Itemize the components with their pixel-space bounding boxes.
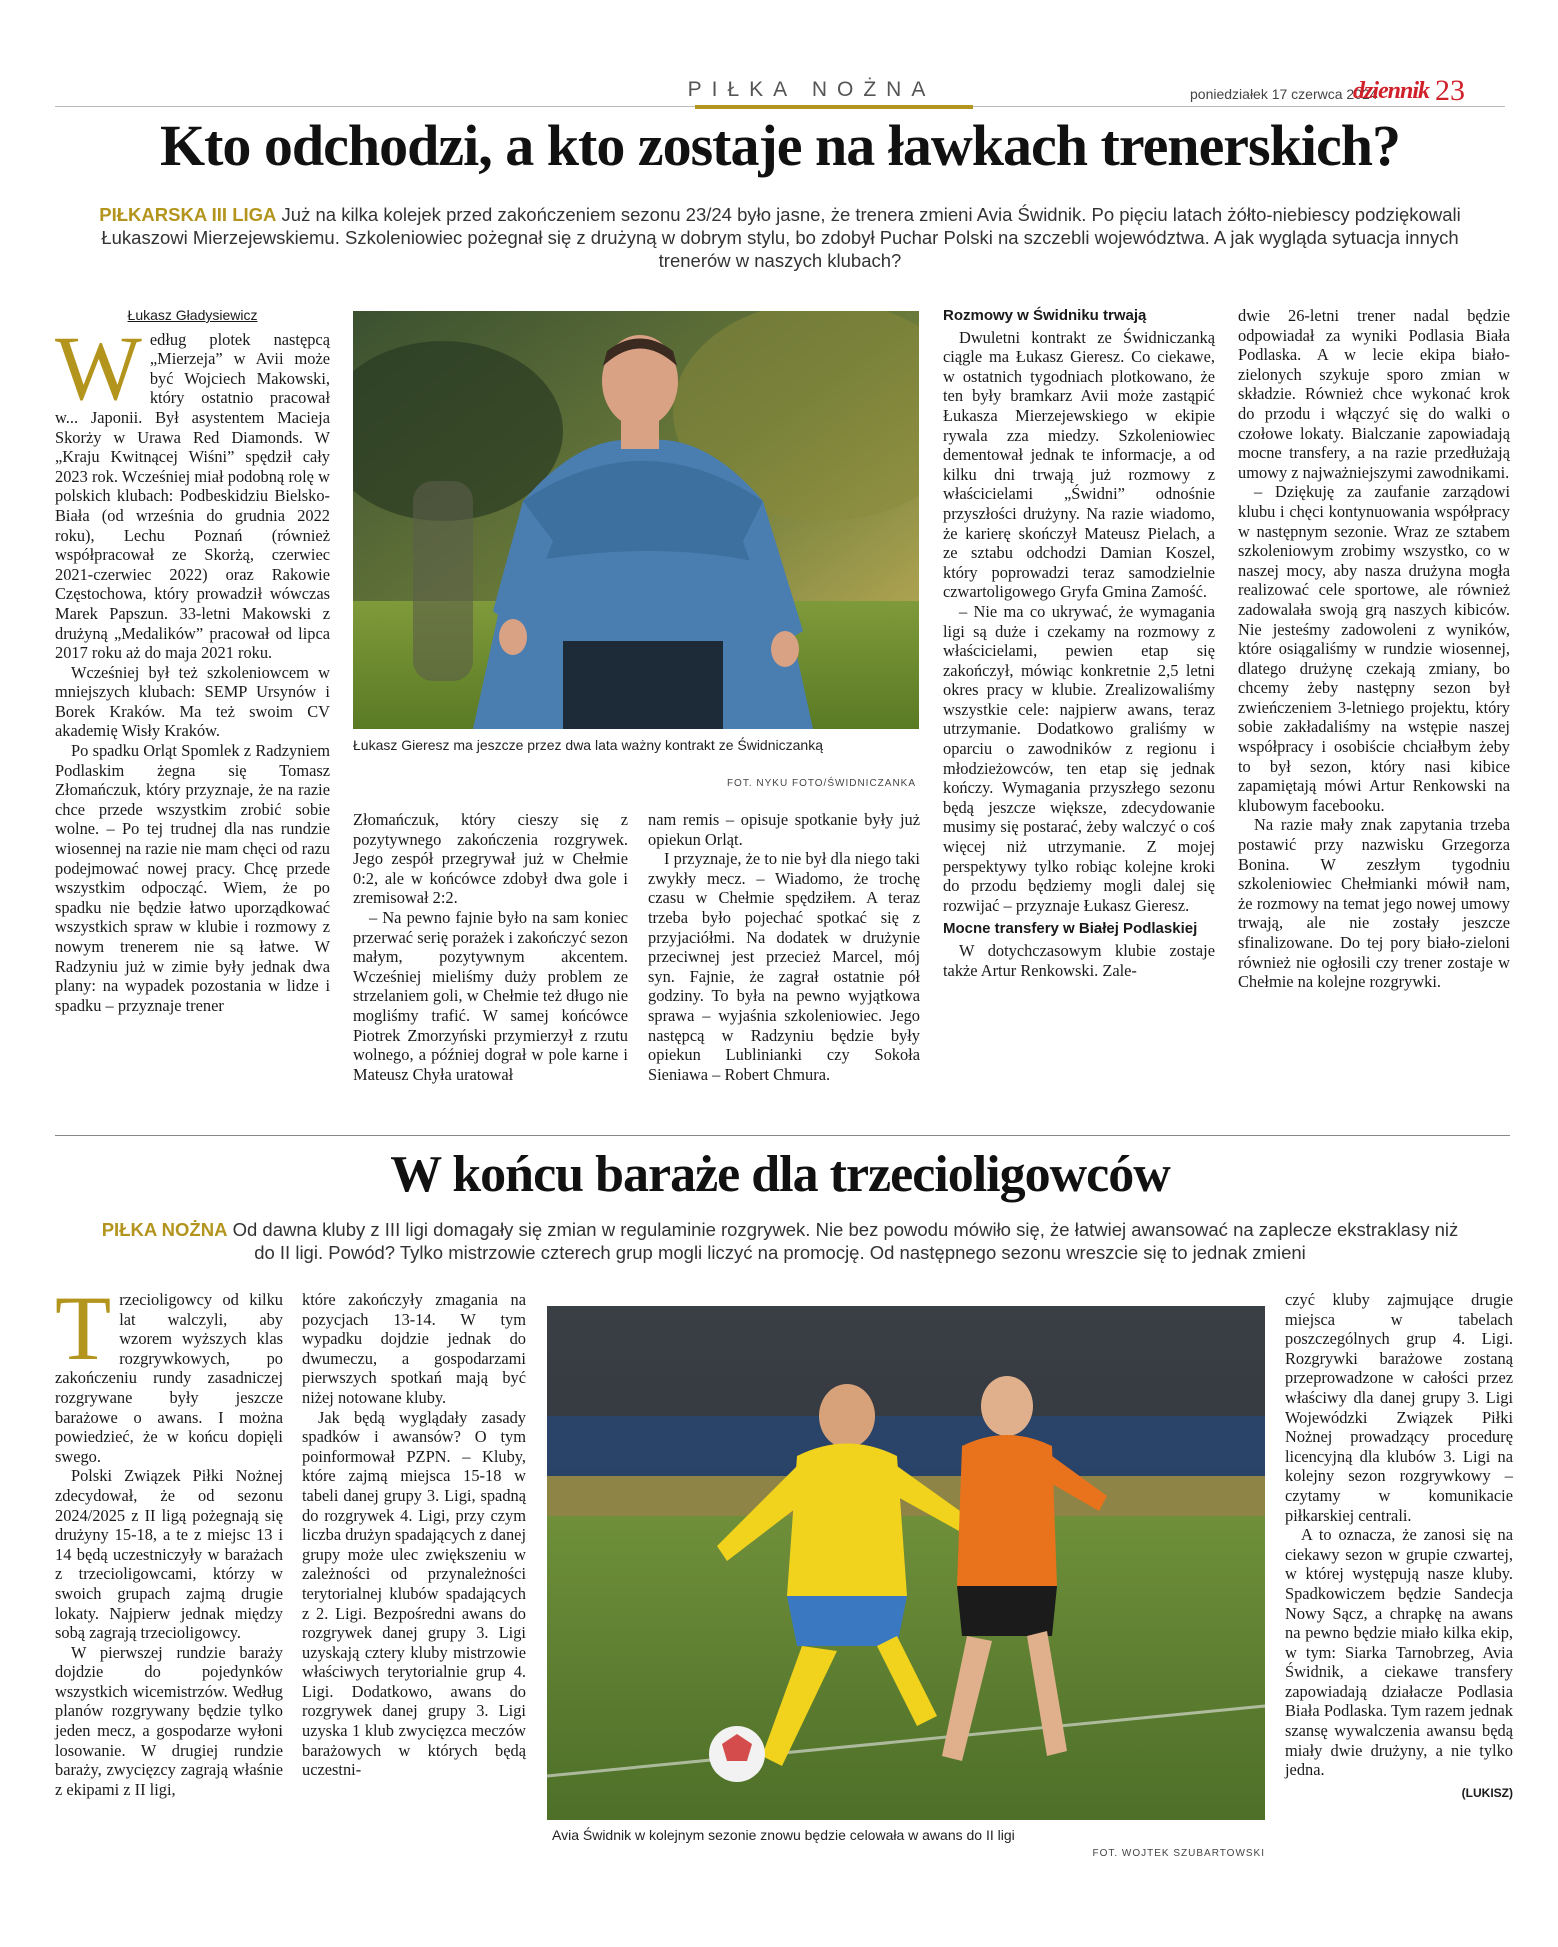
section-underline bbox=[695, 105, 973, 109]
article1-column-2 bbox=[353, 810, 628, 1084]
article2-lead bbox=[95, 1218, 1465, 1264]
article2-column-1 bbox=[55, 1277, 283, 1799]
article1-column-4 bbox=[943, 306, 1215, 980]
article2-photo-credit: FOT. WOJTEK SZUBARTOWSKI bbox=[1092, 1848, 1265, 1859]
article2-headline: W końcu baraże dla trzecioligowców bbox=[390, 1146, 1170, 1203]
paragraph: A to oznacza, że zanosi się na ciekawy sezon w grupie czwartej, w której występują nasze kluby. Spadkowiczem będzie Sandecja Nowy Sącz, a chrapkę na awans na pewno będzie miało kilka ekip, w tym: Siarka Tarnobrzeg, Avia Świdnik, a ciekawe transfery zapowiadają działacze Podlasia Biała Podlaska. Tym razem jednak szansę wywalczenia awansu będą miały dwie drużyny, a nie tylko jedna. bbox=[1285, 1525, 1513, 1780]
paragraph: W dotychczasowym klubie zostaje także Artur Renkowski. Zale- bbox=[943, 941, 1215, 980]
paragraph: Złomańczuk, który cieszy się z pozytywnego zakończenia rozgrywek. Jego zespół przegrywał już w Chełmie 0:2, ale w końcówce zdobył dwa gole i zremisował 2:2. bbox=[353, 810, 628, 908]
article1-headline: Kto odchodzi, a kto zostaje na ławkach trenerskich? bbox=[159, 113, 1400, 178]
article1-photo-credit: FOT. NYKU FOTO/ŚWIDNICZANKA bbox=[726, 778, 916, 789]
article-divider bbox=[55, 1135, 1510, 1136]
paragraph: czyć kluby zajmujące drugie miejsca w tabelach poszczególnych grup 4. Ligi. Rozgrywki barażowe zostaną przeprowadzone w całości przez właściwy dla danej grupy 3. Ligi Wojewódzki Związek Piłki Nożnej prowadzący procedurę licencyjną dla klubów 3. Ligi na kolejny sezon rozgrywkowy – czytamy w komunikacie piłkarskiej centrali. bbox=[1285, 1290, 1513, 1525]
article1-photo-caption: Łukasz Gieresz ma jeszcze przez dwa lata ważny kontrakt ze Świdniczanką bbox=[353, 737, 823, 753]
page-header bbox=[55, 74, 1505, 108]
paragraph: dwie 26-letni trener nadal będzie odpowiadał za wyniki Podlasia Biała Podlaska. A w lecie ekipa biało-zielonych szykuje sporo zmian w składzie. Również chce wykonać krok do przodu i włączyć się do walki o czołowe lokaty. Bialczanie zapowiadają mocne transfery, a na razie przedłużają umowy z najważniejszymi zawodnikami. bbox=[1238, 306, 1510, 482]
article1-column-5 bbox=[1238, 306, 1510, 992]
subhead: Mocne transfery w Białej Podlaskiej bbox=[943, 920, 1198, 938]
match-photo-illustration bbox=[547, 1306, 1265, 1820]
paragraph: W pierwszej rundzie baraży dojdzie do pojedynków wszystkich wicemistrzów. Według planów rozgrywany będzie tylko jeden mecz, a gospodarze wyłoni losowanie. W drugiej rundzie baraży, zwycięzcy zagrają właśnie z ekipami z II ligi, bbox=[55, 1642, 283, 1799]
section-label: PIŁKA NOŻNA bbox=[687, 78, 936, 101]
paragraph: Na razie mały znak zapytania trzeba postawić przy nazwisku Grzegorza Bonina. W zeszłym tygodniu szkoleniowiec Chełmianki mówił nam, że rozmowy na temat jego nowej umowy trwają, ale nie zostały jeszcze sfinalizowane. Do tej pory biało-zieloni również nie ogłosili czy trener zostaje w Chełmie na kolejne rozgrywki. bbox=[1238, 815, 1510, 992]
paragraph: – Na pewno fajnie było na sam koniec przerwać serię porażek i zakończyć sezon małym, pozytywnym akcentem. Wcześniej mieliśmy duży problem ze strzelaniem goli, w Chełmie też długo nie mogliśmy trafić. W samej końcówce Piotrek Zmorzyński przymierzył z rzutu wolnego, a później dograł w pole karne i Mateusz Chyła uratował bbox=[353, 907, 628, 1084]
paragraph: Wcześniej był też szkoleniowcem w mniejszych klubach: SEMP Ursynów i Borek Kraków. Ma też swoim CV akademię Wisły Kraków. bbox=[55, 662, 330, 741]
paragraph: Po spadku Orląt Spomlek z Radzyniem Podlaskim żegna się Tomasz Złomańczuk, który przyznaje, że na razie chce przede wszystkim zrobić sobie wolne. – Po tej trudnej dla nas rundzie wiosennej na razie nie mam chęci od razu podejmować nowej pracy. Chcę przede wszystkim odpocząć. Wiem, że po spadku nie będzie łatwo uporządkować wszystkich spraw w klubie i rozmowy z nowym trenerem nie są łatwe. W Radzyniu już w zimie były jednak dwa plany: na wypadek pozostania w lidze i spadku – przyznaje trener bbox=[55, 741, 330, 1015]
article1-column-1 bbox=[55, 306, 330, 1015]
paragraph: Dwuletni kontrakt ze Świdniczanką ciągle ma Łukasz Gieresz. Co ciekawe, w ostatnich tygodniach plotkowano, że ten były bramkarz Avii może zastąpić Łukasza Mierzejewskiego w ekipie rywala zza miedzy. Szkoleniowiec dementował jednak te informacje, a od kilku dni trwają już rozmowy z właścicielami „Świdni” odnośnie przyszłości drużyny. Na razie wiadomo, że karierę skończył Mateusz Pielach, a ze sztabu odchodzi Damian Koszel, który poprowadzi teraz samodzielnie czwartoligowego Gryfa Gmina Zamość. bbox=[943, 327, 1215, 602]
article2-lead-text: Od dawna kluby z III ligi domagały się zmian w regulaminie rozgrywek. Nie bez powodu mówiło się, że łatwiej awansować na zaplecze ekstraklasy niż do II ligi. Powód? Tylko mistrzowie czterech grup mogli liczyć na promocję. Od następnego sezonu wreszcie się to jednak zmieni bbox=[227, 1219, 1459, 1263]
author-signoff: (LUKISZ) bbox=[1461, 1785, 1513, 1800]
coach-photo bbox=[353, 311, 919, 729]
article1-column-3 bbox=[648, 810, 920, 1084]
dropcap: T bbox=[55, 1277, 112, 1379]
paragraph: nam remis – opisuje spotkanie były już opiekun Orląt. bbox=[648, 810, 920, 849]
subhead: Rozmowy w Świdniku trwają bbox=[943, 307, 1147, 324]
brand-logo: dziennik bbox=[1353, 78, 1430, 104]
article2-column-2 bbox=[302, 1290, 526, 1780]
article1-kicker: PIŁKARSKA III LIGA bbox=[99, 204, 277, 225]
article2-column-3 bbox=[1285, 1290, 1513, 1803]
paragraph: I przyznaje, że to nie był dla niego taki zwykły mecz. – Wiadomo, że trochę czasu w Chełmie spędziłem. A teraz trzeba było pojechać spotkać się z przyjaciółmi. Na dodatek w drużynie przeciwnej jest przecież Marcel, mój syn. Fajnie, że zagrał ostatnie pół godziny. To była na pewno wyjątkowa sprawa – wyjaśnia szkoleniowiec. Jego następcą w Radzyniu będzie były opiekun Lublinianki czy Sokoła Sieniawa – Robert Chmura. bbox=[648, 849, 920, 1084]
coach-photo-illustration bbox=[353, 311, 919, 729]
paragraph: Polski Związek Piłki Nożnej zdecydował, że od sezonu 2024/2025 z II ligą pożegnają się drużyny 15-18, a te z miejsc 13 i 14 będą uczestniczyły w barażach z trzecioligowcami, którzy w swoich grupach zajmą drugie lokaty. Najpierw jednak między sobą zagrają trzecioligowcy. bbox=[55, 1466, 283, 1643]
page-number: 23 bbox=[1435, 74, 1465, 107]
issue-date: poniedziałek 17 czerwca 2024 bbox=[1190, 86, 1378, 102]
article1-lead-text: Już na kilka kolejek przed zakończeniem sezonu 23/24 było jasne, że trenera zmieni Avia Świdnik. Po pięciu latach żółto-niebiescy podziękowali Łukaszowi Mierzejewskiemu. Szkoleniowiec pożegnał się z drużyną w dobrym stylu, bo zdobył Puchar Polski na szczebli województwa. A jak wygląda sytuacja innych trenerów w naszych klubach? bbox=[101, 204, 1461, 271]
dropcap: W bbox=[55, 316, 142, 419]
article2-photo-caption: Avia Świdnik w kolejnym sezonie znowu będzie celowała w awans do II ligi bbox=[552, 1827, 1015, 1843]
paragraph: które zakończyły zmagania na pozycjach 13-14. W tym wypadku dojdzie jednak do dwumeczu, a gospodarzami pierwszych spotkań mają być niżej notowane kluby. bbox=[302, 1290, 526, 1407]
paragraph: Jak będą wyglądały zasady spadków i awansów? O tym poinformował PZPN. – Kluby, które zajmą miejsca 15-18 w tabeli danej grupy 3. Ligi, spadną do rozgrywek 4. Ligi, przy czym liczba drużyn spadających z danej grupy może ulec zwiększeniu w zależności od przynależności terytorialnej klubów spadających z 2. Ligi. Bezpośredni awans do rozgrywek danej grupy 3. Ligi uzyskają cztery kluby mistrzowie właściwych terytorialnie grup 4. Ligi. Dodatkowo, awans do rozgrywek danej grupy 3. Ligi uzyska 1 klub zwycięzca meczów barażowych w których będą uczestni- bbox=[302, 1407, 526, 1780]
article2-kicker: PIŁKA NOŻNA bbox=[101, 1219, 228, 1240]
paragraph: rzecioligowcy od kilku lat walczyli, aby wzorem wyższych klas rozgrywkowych, po zakończeniu rundy zasadniczej rozgrywane były jeszcze barażowe o awans. I można powiedzieć, że w końcu dopięli swego. bbox=[55, 1290, 283, 1466]
byline: Łukasz Gładysiewicz bbox=[127, 307, 258, 323]
paragraph: – Nie ma co ukrywać, że wymagania ligi są duże i czekamy na rozmowy z właścicielami, pewien etap się zakończył, mówiąc konkretnie 2,5 letni okres pracy w klubie. Zrealizowaliśmy wszystkie cele: najpierw awans, teraz utrzymanie. Dodatkowo graliśmy w oparciu o zawodników z regionu i młodzieżowców, ten etap się jednak kończy. Wymagania przyszłego sezonu będą jeszcze większe, zdecydowanie musimy się postarać, żeby walczyć o coś więcej niż utrzymanie. Z mojej perspektywy tylko robiąc kolejne kroki do przodu będziemy mogli dalej się rozwijać – przyznaje Łukasz Gieresz. bbox=[943, 601, 1215, 915]
paragraph: – Dziękuję za zaufanie zarządowi klubu i chęci kontynuowania współpracy w następnym sezonie. Wraz ze sztabem szkoleniowym zrobimy wszystko, co w naszej mocy, aby nasza drużyna mogła realizować cele sportowe, ale również zadowalała swoją grą naszych kibiców. Nie jesteśmy zadowoleni z wyników, które osiągaliśmy w rundzie wiosennej, dlatego drużynę czekają zmiany, bo chcemy żeby następny sezon był zwieńczeniem 3-letniego projektu, który sobie zakładaliśmy na wstępie naszej współpracy i osobiście chciałbym żeby to był sezon, który nasi kibice zapamiętają mówi Artur Renkowski na klubowym facebooku. bbox=[1238, 482, 1510, 815]
paragraph: edług plotek następcą „Mierzeja” w Avii może być Wojciech Makowski, który ostatnio pracował w... Japonii. Był asystentem Macieja Skorży w Urawa Red Diamonds. W „Kraju Kwitnącej Wiśni” spędził cały 2023 rok. Wcześniej miał podobną rolę w polskich klubach: Podbeskidziu Bielsko-Biała (od września do grudnia 2022 roku), Lechu Poznań (również współpracował ze Skorżą, czerwiec 2021-czerwiec 2022) oraz Rakowie Częstochowa, który prowadził wówczas Marek Papszun. 33-letni Makowski z drużyną „Medalików” pracował od lipca 2017 roku aż do maja 2021 roku. bbox=[55, 329, 330, 663]
match-photo bbox=[547, 1306, 1265, 1820]
article1-lead bbox=[90, 203, 1470, 272]
